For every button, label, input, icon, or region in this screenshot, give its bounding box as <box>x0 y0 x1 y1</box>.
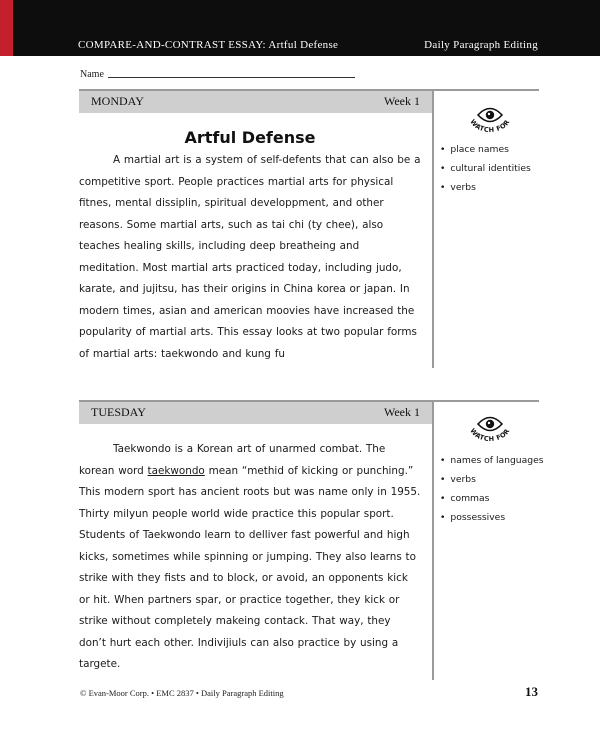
name-label: Name <box>80 69 104 80</box>
monday-side-rule <box>432 89 539 91</box>
svg-text:WATCH FOR <box>468 427 511 443</box>
monday-watch-for-label: WATCH FOR <box>468 117 512 134</box>
tuesday-week-label: Week 1 <box>383 405 420 419</box>
list-item: • verbs <box>440 470 544 489</box>
list-item: • cultural identities <box>440 159 531 178</box>
monday-paragraph: A martial art is a system of self-defents that can also be a competitive sport. People practices martial arts for physical fitnes, mental dissiplin, spiritual developpment, and other reasons. Some martial arts, such as tai chi (ty chee), also teaches healing skills, including deep breatheing and meditation. Most martial arts practiced today, including judo, karate, and jujitsu, has their origins in China korea or japan. In modern times, asian and american moovies have increased the popularity of martial arts. This essay looks at two popular forms of martial arts: taekwondo and kung fu <box>79 154 421 360</box>
header-book-title: Daily Paragraph Editing <box>424 39 538 51</box>
tuesday-watch-for-label: WATCH FOR <box>468 426 512 443</box>
monday-day-bar <box>79 89 432 113</box>
page-number: 13 <box>525 684 538 699</box>
svg-text:WATCH FOR <box>468 118 511 134</box>
monday-watch-list <box>440 140 531 197</box>
name-line <box>108 77 355 78</box>
tuesday-paragraph-start: Taekwondo is a Korean art of unarmed combat. The korean word <box>79 443 386 477</box>
tuesday-divider <box>432 400 434 680</box>
list-item: • verbs <box>440 178 531 197</box>
tuesday-watch-list <box>440 451 544 527</box>
tuesday-paragraph <box>79 439 421 676</box>
tuesday-paragraph-rest: mean “methid of kicking or punching.” This modern sport has ancient roots but was name only in 1955. Thirty milyun people world wide practice this popular sport. Students of Taekwondo learn to delliver fast powerful and high kicks, sometimes while spinning or jumping. They also learns to strike with they fists and to block, or avoid, an opponents kick or hit. When partners spar, or practice together, they kick or strike without completely makeing contack. That way, they don’t hurt each other. Indivijiuls can also practice by using a targete. <box>79 464 421 670</box>
footer-copyright: © Evan-Moor Corp. • EMC 2837 • Daily Paragraph Editing <box>80 688 284 698</box>
essay-title: Artful Defense <box>184 128 316 147</box>
header-title: COMPARE-AND-CONTRAST ESSAY: Artful Defense <box>78 39 339 51</box>
tuesday-day-label: TUESDAY <box>91 405 146 419</box>
tuesday-watch-for-eye-icon <box>466 413 514 443</box>
tuesday-side-rule <box>432 400 539 402</box>
monday-week-label: Week 1 <box>383 94 420 108</box>
monday-divider <box>432 89 434 368</box>
list-item: • commas <box>440 489 544 508</box>
monday-day-label: MONDAY <box>91 94 144 108</box>
tuesday-underlined-word: taekwondo <box>147 464 205 477</box>
list-item: • possessives <box>440 508 544 527</box>
tuesday-day-bar <box>79 400 432 424</box>
list-item: • place names <box>440 140 531 159</box>
red-tab <box>0 0 13 56</box>
monday-watch-for-eye-icon <box>466 104 514 134</box>
list-item: • names of languages <box>440 451 544 470</box>
